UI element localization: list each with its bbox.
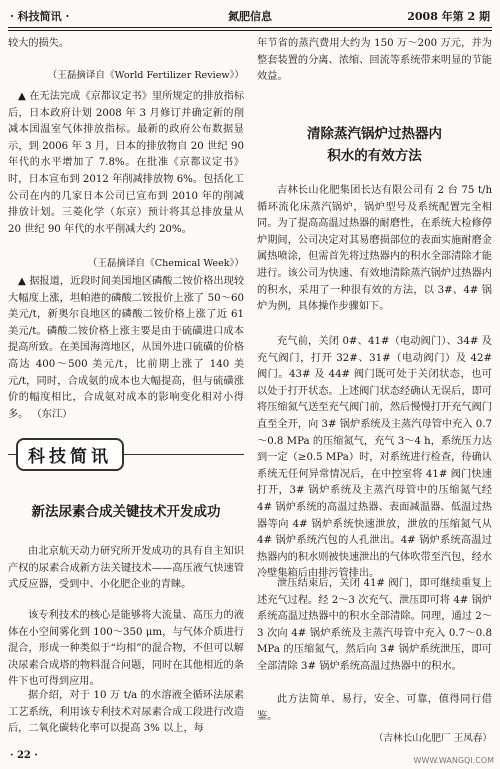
article-paragraph: 由北京航天动力研究所开发成功的具有自主知识产权的尿素合成新方法关键技术——高压液气快速管式反应器，受到中、小化肥企业的青睐。 (8, 546, 244, 591)
news-item-dap-price (8, 273, 244, 423)
source-credit: （东江） (31, 408, 73, 420)
header-rule-thin (8, 30, 492, 31)
paragraph-continuation: 较大的损失。 (8, 38, 70, 49)
header-issue: 2008 年第 2 期 (407, 10, 490, 23)
article-paragraph: 泄压结束后，关闭 41# 阀门，即可继续重复上述充气过程。经 2～3 次充气、泄压即可将 4# 锅炉系统高温过热器中的积水全部清除。同理，通过 2～3 次向 4# 锅炉系统及主蒸汽母管中充入 0.7～0.8 MPa 的压缩氮气，然后向 3# 锅炉系统泄压，即可全部清除 3# 锅炉系统高温过热器中的积水。 (257, 578, 492, 672)
news-item-japan-emissions (8, 88, 244, 238)
header-journal-name: 氮肥信息 (228, 10, 272, 23)
news-text: 据报道，近段时间美国地区磷酸二铵价格出现较大幅度上涨，坦帕港的磷酸二铵报价上涨了 50～60 美元/t，新奥尔良地区的磷酸二铵价格上涨了近 61 美元/t。磷酸二铵价格上涨主要是由于硫磺进口成本提高所致。在美国海湾地区，从国外进口硫磺的价格高达 400～500 美元/t，比前期上涨了 140 美元/t，同时，合成氨的成本也大幅提高，但与硫磺涨价的幅度相比，合成氨对成本的影响变化相对小得多。 (8, 276, 245, 420)
article-paragraph: 据介绍，对于 10 万 t/a 的水溶液全循环法尿素工艺系统，利用该专利技术对尿素合成工段进行改造后，二氧化碳转化率可以提高 3% 以上，每 (8, 690, 244, 735)
triangle-marker-icon: ▲ (18, 90, 26, 102)
section-badge: 科技简讯 (16, 438, 124, 471)
page-number: · 22 · (10, 750, 38, 761)
header-rule (8, 27, 492, 28)
section-badge-area (8, 440, 244, 468)
header-section-label: · 科技简讯 · (10, 10, 70, 23)
triangle-marker-icon: ▲ (18, 275, 26, 287)
article-title: 新法尿素合成关键技术开发成功 (31, 504, 221, 520)
article-title-line1: 清除蒸汽锅炉过热器内 (307, 126, 442, 142)
article-title-line2: 积水的有效方法 (327, 148, 422, 164)
article-paragraph: 充气前，关闭 0#、41#（电动阀门）、34# 及充气阀门，打开 32#、31#（电动阀门）及 42# 阀门。43# 及 44# 阀门既可处于关闭状态，也可以处于打开状态。上述阀门状态经确认无误后，即可将压缩氮气送至充气阀门前，然后慢慢打开充气阀门直至全开，向 3# 锅炉系统及主蒸汽母管中充入 0.7～0.8 MPa 的压缩氮气，充气 3～4 h，系统压力达到一定（≥0.5 MPa）时，对系统进行检查，待确认系统无任何异常情况后，在中控室将 41# 阀门快速打开，3# 锅炉系统及主蒸汽母管中的压缩氮气经 4# 锅炉系统的高温过热器、表面减温器、低温过热器等向 4# 锅炉系统快速泄放，泄放的压缩氮气从 4# 锅炉系统汽包的人孔泄出。4# 锅炉系统高温过热器内的积水则被快速泄出的气体吹带至汽包，经水冷壁集箱后由排污管排出。 (257, 336, 492, 580)
news-text: 在无法完成《京都议定书》里所规定的排放指标后，日本政府计划 2008 年 3 月修订并确定新的削减本国温室气体排放指标。最新的政府公布数据显示，到 2006 年 3 月，日本的排放物自 20 世纪 90 年代的水平增加了 7.8%。在批准《京都议定书》时，日本宣布到 2012 年削减排放物 6%。包括化工公司在内的几家日本公司已宣布到 2010 年的削减排放计划。三菱化学（东京）预计将其总排放量从 20 世纪 90 年代的水平削减大约 20%。 (8, 91, 245, 235)
article-paragraph: 吉林长山化肥集团长达有限公司有 2 台 75 t/h 循环流化床蒸汽锅炉，锅炉型号及系统配置完全相同。为了提高高温过热器的耐磨性，在系统大检修停炉期间，公司决定对其易磨损部位的表面实施耐磨金属热喷涂，但需首先将过热器内的积水全部清除才能进行。该公司为快速、有效地清除蒸汽锅炉过热器内的积水，采用了一种很有效的方法，以 3#、4# 锅炉为例，具体操作步骤如下。 (257, 185, 492, 313)
article-paragraph: 此方法简单、易行，安全、可靠，值得同行借鉴。 (257, 694, 492, 722)
source-credit: （王磊摘译自《Chemical Week》） (87, 258, 244, 269)
source-credit: （王磊摘译自《World Fertilizer Review》） (47, 70, 244, 81)
watermark: WWW.WANGQI.COM (413, 756, 494, 765)
article-paragraph: 该专利技术的核心是能够将大流量、高压力的液体在小空间雾化到 100～350 μm，与气体介质进行混合，形成一种类似于“均相”的混合物，不但可以解决尿素合成塔的物料混合问题，同时在其他相近的条件下也可得到应用。 (8, 610, 244, 688)
paragraph-continuation: 年节省的蒸汽费用大约为 150 万～200 万元，并为整套装置的分离、浓缩、回流等系统带来明显的节能效益。 (257, 38, 492, 83)
source-credit: （吉林长山化肥厂 王凤春） (373, 733, 492, 744)
